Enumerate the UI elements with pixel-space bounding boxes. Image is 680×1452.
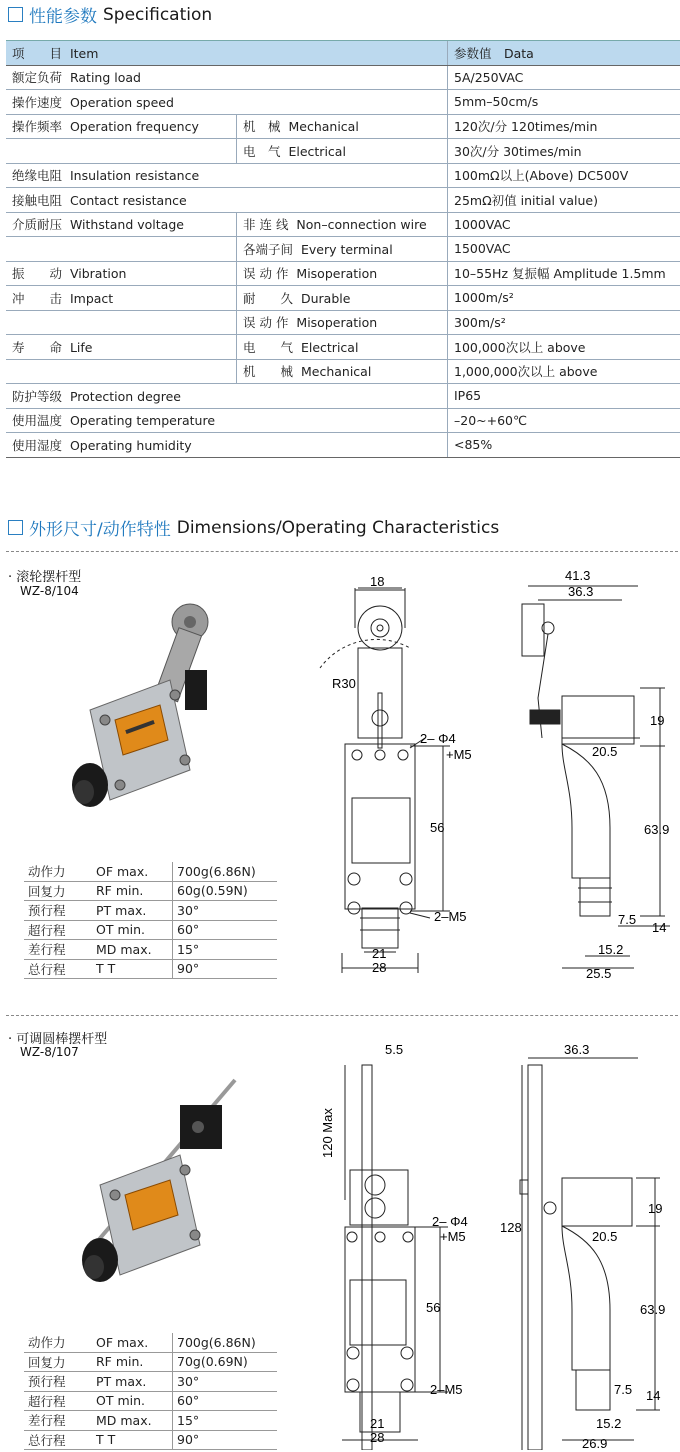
characteristic-row: 总行程 T T 90° [24, 1430, 277, 1450]
spec-row: 接触电阻 Contact resistance 25mΩ初值 initial value) [6, 188, 680, 213]
dim-label: 120 Max [320, 1108, 335, 1158]
spec-table-header: 项 目 Item 参数值 Data [6, 41, 680, 66]
characteristic-row: 总行程 T T 90° [24, 959, 277, 979]
checkbox-icon [8, 520, 23, 535]
product1-name: · 滚轮摆杆型 [8, 570, 82, 585]
spec-row: 各端子间 Every terminal 1500VAC [6, 237, 680, 262]
dim-label: 36.3 [564, 1042, 590, 1057]
dim-label: 63.9 [644, 822, 670, 837]
dim-label: 25.5 [586, 966, 612, 981]
spec-row: 操作速度 Operation speed 5mm–50cm/s [6, 90, 680, 115]
dim-label: 2– Φ4 [420, 731, 456, 746]
dim-label: 14 [646, 1388, 661, 1403]
product2-drawing [300, 1040, 680, 1450]
characteristic-row: 超行程 OT min. 60° [24, 920, 277, 940]
dim-label: 19 [650, 713, 665, 728]
characteristic-row: 回复力 RF min. 70g(0.69N) [24, 1352, 277, 1372]
divider [6, 551, 678, 552]
rod-lever-switch-image [82, 1080, 235, 1282]
spec-row: 使用湿度 Operating humidity <85% [6, 433, 680, 458]
dim-label: 2–M5 [434, 909, 467, 924]
checkbox-icon [8, 7, 23, 22]
dim-label: 5.5 [385, 1042, 404, 1057]
spec-row: 电 气 Electrical 30次/分 30times/min [6, 139, 680, 164]
characteristic-row: 动作力 OF max. 700g(6.86N) [24, 862, 277, 881]
spec-row: 介质耐压 Withstand voltage 非 连 线 Non–connection wire 1000VAC [6, 212, 680, 237]
dim-label: 36.3 [568, 584, 594, 599]
dimensions-section-title: 外形尺寸/动作特性 Dimensions/Operating Characteristics [8, 515, 499, 540]
dim-label: 2–M5 [430, 1382, 463, 1397]
dim-label: 41.3 [565, 568, 591, 583]
dim-label: 20.5 [592, 744, 618, 759]
spec-row: 使用温度 Operating temperature –20~+60℃ [6, 408, 680, 433]
dim-label: 15.2 [598, 942, 624, 957]
spec-row: 防护等级 Protection degree IP65 [6, 384, 680, 409]
characteristic-row: 回复力 RF min. 60g(0.59N) [24, 881, 277, 901]
product2-photo [70, 1075, 250, 1290]
dim-label: R30 [332, 676, 356, 691]
dim-label: 28 [372, 960, 387, 975]
spec-row: 绝缘电阻 Insulation resistance 100mΩ以上(Above) DC500V [6, 163, 680, 188]
dim-label: 26.9 [582, 1436, 608, 1450]
dim-label: 18 [370, 574, 385, 589]
dim-label: 15.2 [596, 1416, 622, 1431]
dim-label: 128 [500, 1220, 522, 1235]
dim-label: 14 [652, 920, 667, 935]
spec-table [6, 40, 680, 458]
spec-row: 误 动 作 Misoperation 300m/s² [6, 310, 680, 335]
characteristic-row: 差行程 MD max. 15° [24, 1411, 277, 1431]
characteristic-row: 预行程 PT max. 30° [24, 1372, 277, 1392]
spec-row: 操作频率 Operation frequency 机 械 Mechanical 120次/分 120times/min [6, 114, 680, 139]
characteristic-row: 差行程 MD max. 15° [24, 940, 277, 960]
dim-label: 28 [370, 1430, 385, 1445]
product1-photo [60, 600, 240, 815]
product1-model: WZ-8/104 [20, 584, 79, 598]
product2-model: WZ-8/107 [20, 1045, 79, 1059]
product1-drawing [300, 568, 680, 988]
characteristic-row: 超行程 OT min. 60° [24, 1391, 277, 1411]
roller-lever-switch-image [72, 604, 208, 807]
product2-name: · 可调圆棒摆杆型 [8, 1032, 108, 1047]
dim-label: +M5 [440, 1229, 466, 1244]
spec-row: 冲 击 Impact 耐 久 Durable 1000m/s² [6, 286, 680, 311]
characteristic-row: 预行程 PT max. 30° [24, 901, 277, 921]
spec-row: 额定负荷 Rating load 5A/250VAC [6, 65, 680, 90]
dim-label: 63.9 [640, 1302, 666, 1317]
product1-characteristics-table [24, 862, 277, 979]
spec-row: 机 械 Mechanical 1,000,000次以上 above [6, 359, 680, 384]
dim-label: 21 [370, 1416, 385, 1431]
dim-label: 2– Φ4 [432, 1214, 468, 1229]
product2-characteristics-table [24, 1333, 277, 1450]
dim-label: 56 [430, 820, 445, 835]
spec-row: 振 动 Vibration 误 动 作 Misoperation 10–55Hz 复振幅 Amplitude 1.5mm [6, 261, 680, 286]
dim-label: 56 [426, 1300, 441, 1315]
characteristic-row: 动作力 OF max. 700g(6.86N) [24, 1333, 277, 1352]
spec-section-title: 性能参数 Specification [8, 2, 212, 27]
divider [6, 1015, 678, 1016]
dim-label: 20.5 [592, 1229, 618, 1244]
spec-row: 寿 命 Life 电 气 Electrical 100,000次以上 above [6, 335, 680, 360]
dim-label: 7.5 [614, 1382, 633, 1397]
dim-label: +M5 [446, 747, 472, 762]
dim-label: 7.5 [618, 912, 637, 927]
dim-label: 19 [648, 1201, 663, 1216]
dim-label: 21 [372, 946, 387, 961]
